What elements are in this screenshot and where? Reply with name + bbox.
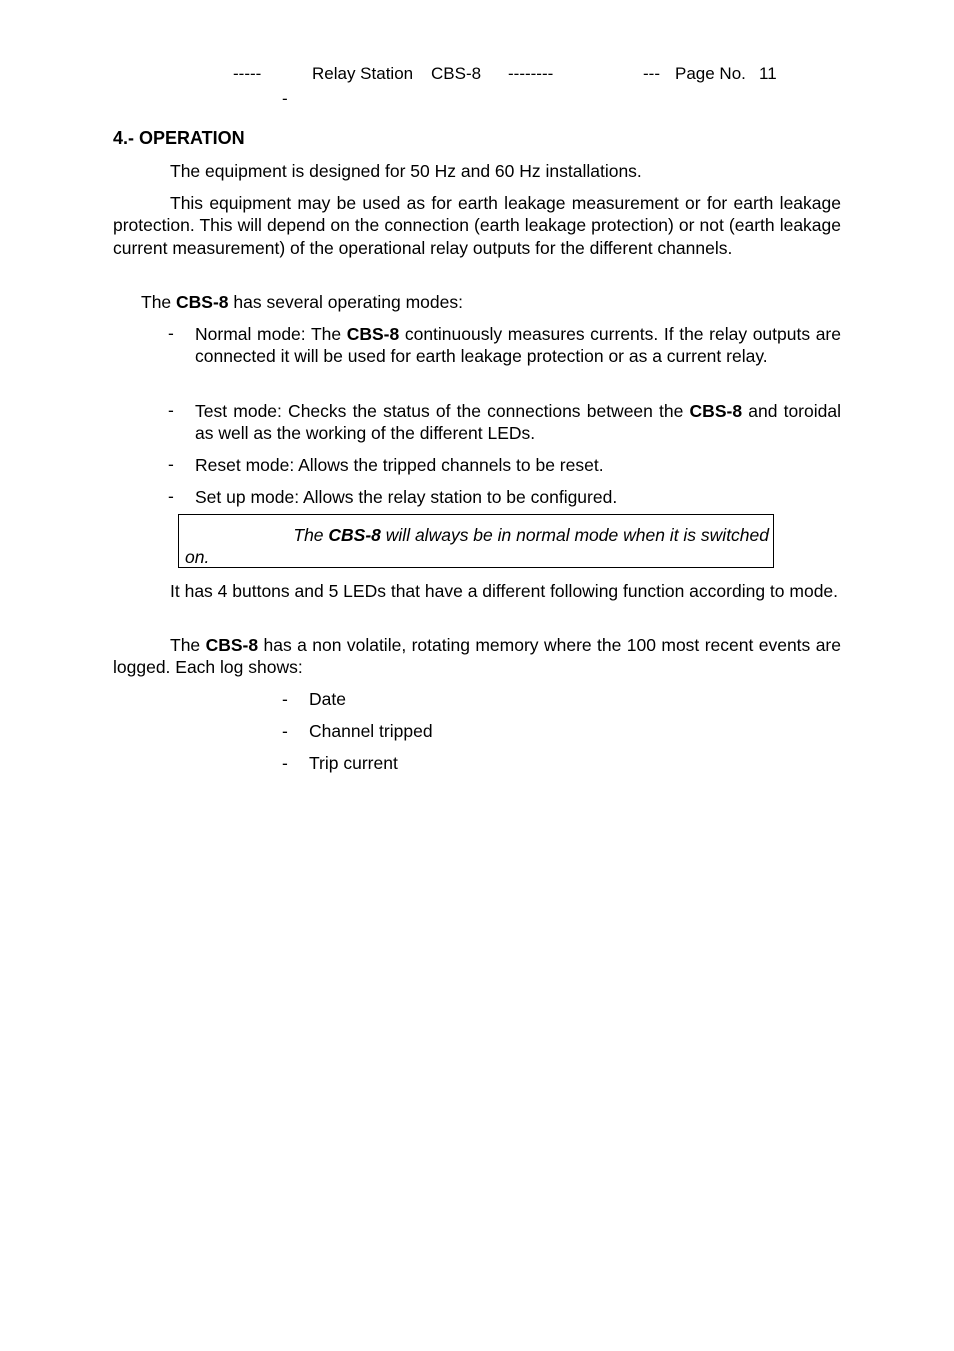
log-item-current: Trip current bbox=[309, 753, 398, 773]
note-line-1 bbox=[179, 525, 769, 546]
header-dash-mid: -------- bbox=[508, 64, 554, 83]
modes-intro-pre: The bbox=[141, 292, 177, 312]
log-item-channel: Channel tripped bbox=[309, 721, 433, 741]
list-dash: - bbox=[168, 486, 174, 506]
mode-reset-text: Reset mode: Allows the tripped channels to be reset. bbox=[195, 455, 604, 475]
note-model: CBS-8 bbox=[328, 525, 381, 545]
mode-setup-text: Set up mode: Allows the relay station to be configured. bbox=[195, 487, 618, 507]
header-page-number: 11 bbox=[759, 64, 777, 83]
memory-pre: The bbox=[170, 635, 206, 655]
list-dash: - bbox=[168, 323, 174, 343]
header-dash-below: - bbox=[282, 89, 288, 108]
memory-model: CBS-8 bbox=[205, 635, 259, 655]
paragraph-modes-intro bbox=[113, 291, 841, 313]
list-dash: - bbox=[282, 753, 288, 773]
paragraph-frequency: The equipment is designed for 50 Hz and 60 Hz installations. bbox=[170, 161, 642, 181]
paragraph-buttons-leds: It has 4 buttons and 5 LEDs that have a different following function according to mode. bbox=[170, 581, 839, 601]
note-pre: The bbox=[293, 525, 329, 545]
list-dash: - bbox=[168, 400, 174, 420]
header-page-label: Page No. bbox=[675, 64, 746, 83]
note-box bbox=[178, 514, 774, 568]
mode-test-text bbox=[195, 400, 841, 444]
modes-intro-post: has several operating modes: bbox=[228, 292, 463, 312]
note-post: will always be in normal mode when it is switched bbox=[380, 525, 769, 545]
list-dash: - bbox=[168, 454, 174, 474]
list-dash: - bbox=[282, 689, 288, 709]
note-line-2: on. bbox=[185, 547, 210, 567]
mode-test-model: CBS-8 bbox=[689, 401, 743, 421]
mode-test-post: and toroidal as well as the working of the different LEDs. bbox=[195, 401, 841, 443]
header-dash-left: ----- bbox=[233, 64, 262, 83]
mode-normal-pre: Normal mode: The bbox=[195, 324, 347, 344]
mode-normal-post: continuously measures currents. If the relay outputs are connected it will be used for earth leakage protection or as a current relay. bbox=[195, 324, 841, 366]
paragraph-memory bbox=[113, 634, 841, 679]
log-item-date: Date bbox=[309, 689, 346, 709]
section-title: 4.- OPERATION bbox=[113, 128, 245, 148]
paragraph-usage: This equipment may be used as for earth leakage measurement or for earth leakage protection. This will depend on the connection (earth leakage protection) or not (earth leakage current measurement) of the operational relay outputs for the different channels. bbox=[113, 193, 841, 258]
mode-normal-text bbox=[195, 323, 841, 367]
memory-post: has a non volatile, rotating memory where the 100 most recent events are logged. Each log shows: bbox=[113, 635, 841, 678]
modes-intro-model: CBS-8 bbox=[176, 292, 229, 312]
header-model: CBS-8 bbox=[431, 64, 482, 83]
mode-normal-model: CBS-8 bbox=[346, 324, 400, 344]
header-title: Relay Station bbox=[312, 64, 414, 83]
header-dash-right: --- bbox=[643, 64, 660, 83]
list-dash: - bbox=[282, 721, 288, 741]
mode-test-pre: Test mode: Checks the status of the connections between the bbox=[195, 401, 690, 421]
